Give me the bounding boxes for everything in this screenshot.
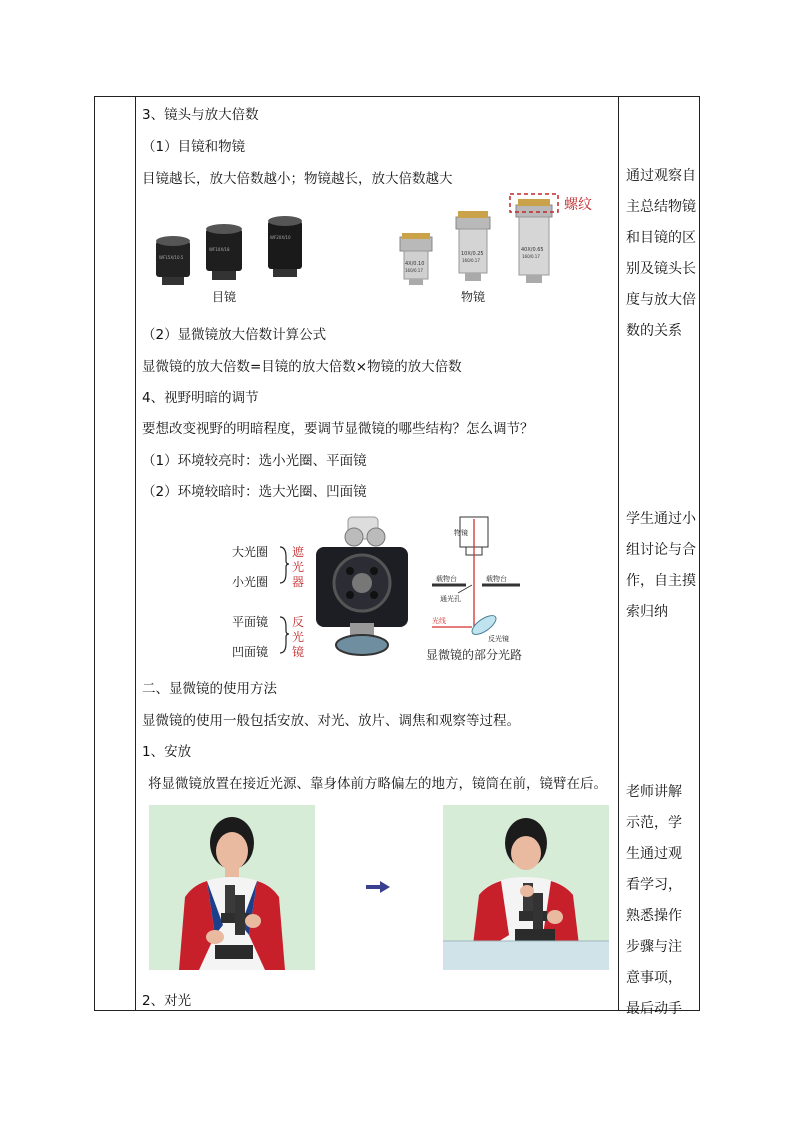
student-photo-before [149,805,315,970]
microscope-illustration [136,509,618,665]
heading-light-alignment: 2、对光 [142,993,192,1009]
student-photo-after [443,805,609,970]
list-item-dark: （2）环境较暗时：选大光圈、凹面镜 [142,484,367,500]
label-diaphragm-3: 器 [292,575,305,589]
heading-lens: 3、镜头与放大倍数 [142,107,259,123]
objective-3-spec: 160/0.17 [522,254,540,259]
label-light: 光线 [432,617,446,625]
lens-figure [136,193,618,311]
side-note-line: 度与放大倍 [626,292,696,308]
label-concave-mirror: 凹面镜 [232,645,269,659]
side-note-line: 步骤与注 [626,939,682,955]
objective-1-icon [400,233,432,285]
eyepiece-3-icon [268,216,302,277]
label-reflector-2: 光 [292,630,305,644]
side-note-observation [619,161,706,347]
eyepiece-3-mark: WF20X/10 [270,235,291,240]
label-small-aperture: 小光圈 [232,575,269,589]
paragraph-lens-length: 目镜越长，放大倍数越小；物镜越长，放大倍数越大 [142,171,453,187]
paragraph-placement: 将显微镜放置在接近光源、靠身体前方略偏左的地方，镜筒在前，镜臂在后。 [148,776,607,792]
side-note-line: 别及镜头长 [626,261,696,277]
objective-2-mark: 10X/0.25 [461,251,484,257]
side-note-line: 通过观察自 [626,168,696,184]
side-note-line: 生通过观 [626,846,682,862]
side-note-discussion [619,504,706,628]
side-note-line: 熟悉操作 [626,908,682,924]
label-stage-right: 载物台 [486,575,507,583]
side-note-line: 看学习， [626,877,682,893]
light-path-figure [136,509,618,665]
objective-2-spec: 160/0.17 [462,258,480,263]
label-objective-small: 物镜 [454,529,468,537]
objective-2-icon [456,211,490,281]
side-note-line: 索归纳 [626,604,668,620]
heading-brightness: 4、视野明暗的调节 [142,390,259,406]
side-note-line: 数的关系 [626,323,682,339]
subheading-formula: （2）显微镜放大倍数计算公式 [142,327,327,343]
label-stage-left: 载物台 [436,575,457,583]
thread-label: 螺纹 [564,197,592,213]
arrow-right-icon [366,881,390,893]
label-diaphragm-2: 光 [292,560,305,574]
lens-illustration [136,193,618,311]
eyepiece-1-icon [156,236,190,285]
side-note-line: 学生通过小 [626,511,696,527]
student-holding-microscope-icon [149,805,315,970]
side-note-line: 作，自主摸 [626,573,696,589]
side-note-line: 最后动手 [626,1001,682,1017]
side-note-line: 示范，学 [626,815,682,831]
lesson-table [94,96,700,1017]
side-note-line: 组讨论与合 [626,542,696,558]
label-light-hole: 通光孔 [440,595,461,603]
heading-placement: 1、安放 [142,744,192,760]
objective-caption: 物镜 [461,290,486,304]
label-big-aperture: 大光圈 [232,545,269,559]
side-note-line: 和目镜的区 [626,230,696,246]
label-diaphragm-1: 遮 [292,545,305,559]
microscope-stage-icon [316,517,408,655]
paragraph-formula: 显微镜的放大倍数=目镜的放大倍数×物镜的放大倍数 [142,359,462,375]
light-path-caption: 显微镜的部分光路 [426,648,523,662]
eyepiece-1-mark: WF15X/10.5 [159,255,184,260]
heading-usage: 二、显微镜的使用方法 [142,681,277,697]
paragraph-question: 要想改变视野的明暗程度，要调节显微镜的哪些结构？怎么调节？ [142,421,534,437]
eyepiece-2-icon [206,224,242,280]
side-note-line: 主总结物镜 [626,199,696,215]
label-flat-mirror: 平面镜 [232,615,269,629]
label-reflector-mirror: 反光镜 [488,635,509,643]
list-item-bright: （1）环境较亮时：选小光圈、平面镜 [142,453,367,469]
objective-3-mark: 40X/0.65 [521,247,544,253]
label-reflector-3: 镜 [292,645,305,659]
subheading-eyepiece-objective: （1）目镜和物镜 [142,139,246,155]
side-note-line: 老师讲解 [626,784,682,800]
label-reflector-1: 反 [292,615,305,629]
objective-1-mark: 4X/0.10 [405,261,425,267]
side-note-demonstration [619,777,706,1025]
paragraph-usage-steps: 显微镜的使用一般包括安放、对光、放片、调焦和观察等过程。 [142,713,520,729]
content-column [136,97,618,1010]
side-note-line: 意事项， [626,970,682,986]
eyepiece-2-mark: WF10X/18 [209,247,230,252]
objective-1-spec: 160/0.17 [405,268,423,273]
student-placing-microscope-icon [443,805,609,970]
eyepiece-caption: 目镜 [212,290,237,304]
